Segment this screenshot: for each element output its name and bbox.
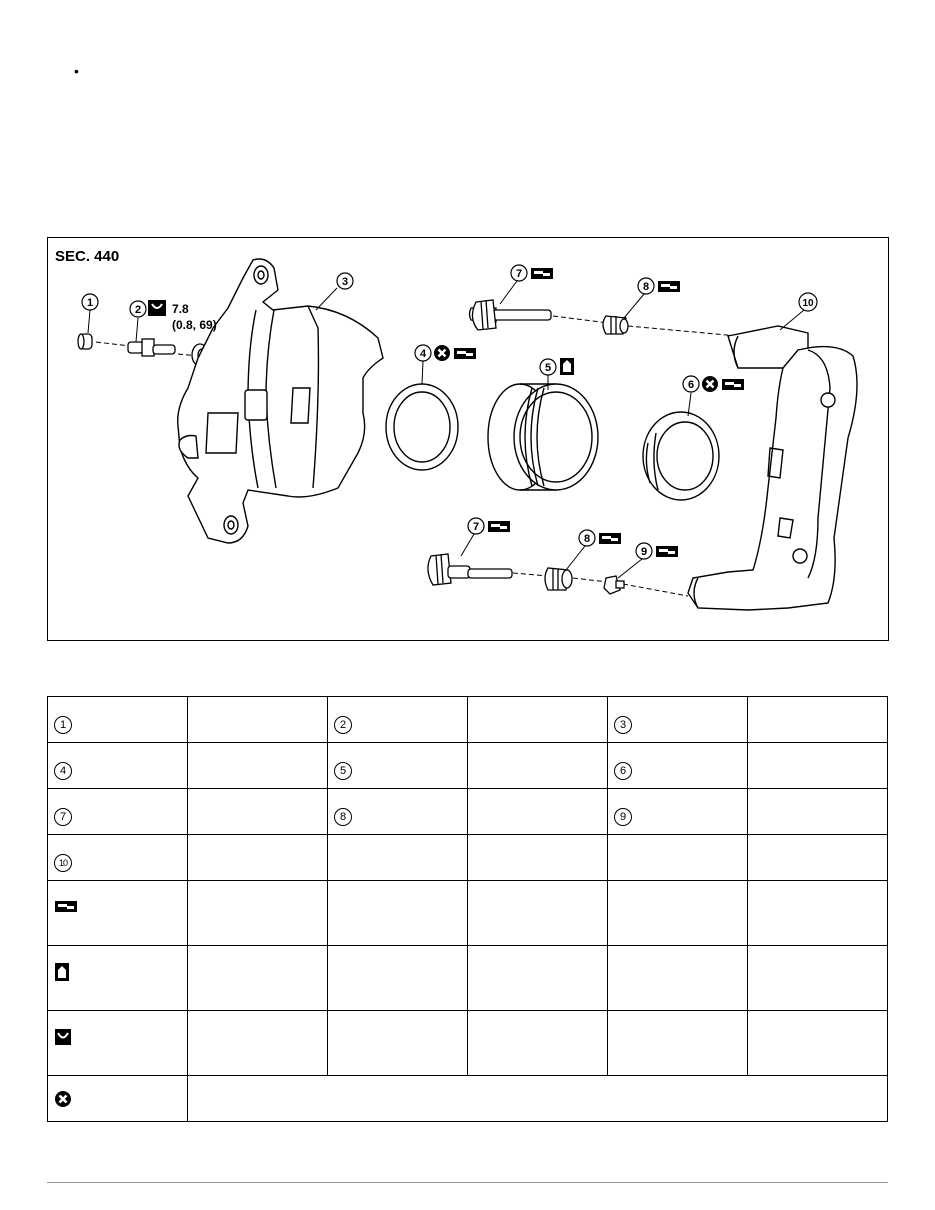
caliper-body (178, 259, 383, 543)
legend-cell (748, 881, 888, 946)
grease-icon (656, 546, 678, 557)
torque-icon (54, 1028, 72, 1046)
svg-text:4: 4 (419, 348, 427, 360)
legend-cell (188, 1011, 328, 1076)
svg-text:8: 8 (583, 533, 591, 545)
legend-row (48, 946, 888, 1011)
legend-cell: 6 (608, 743, 748, 789)
footer-divider (47, 1182, 888, 1183)
legend-cell (188, 946, 328, 1011)
callout-1 (82, 294, 98, 333)
sliding-pin-lower (428, 554, 512, 585)
legend-cell (748, 1011, 888, 1076)
legend-cell (328, 835, 468, 881)
svg-text:7: 7 (472, 521, 480, 533)
legend-cell (48, 881, 188, 946)
svg-text:5: 5 (544, 362, 552, 374)
grease-icon (54, 900, 80, 913)
legend-cell: 5 (328, 743, 468, 789)
legend-row (48, 881, 888, 946)
sliding-pin-upper (470, 300, 552, 330)
grease-icon (488, 521, 510, 532)
legend-row (48, 1076, 888, 1122)
legend-cell (608, 946, 748, 1011)
legend-cell: 10 (48, 835, 188, 881)
legend-cell (188, 789, 328, 835)
bolt (604, 576, 624, 594)
legend-cell (468, 835, 608, 881)
legend-cell (328, 1011, 468, 1076)
legend-cell (608, 881, 748, 946)
legend-row (48, 835, 888, 881)
legend-cell: 8 (328, 789, 468, 835)
legend-cell (468, 946, 608, 1011)
callout-3 (316, 273, 353, 310)
grease-icon (722, 379, 744, 390)
bullet: • (74, 63, 79, 79)
pin-boot-lower (545, 568, 572, 590)
legend-cell (468, 881, 608, 946)
legend-row (48, 743, 888, 789)
svg-text:2: 2 (134, 304, 142, 316)
do-not-reuse-icon (702, 376, 718, 392)
svg-text:3: 3 (341, 276, 349, 288)
legend-table (47, 696, 888, 1122)
piston-seal (386, 384, 458, 470)
callout-8-lower (566, 530, 621, 570)
grease-icon (599, 533, 621, 544)
legend-cell (748, 743, 888, 789)
callout-2 (130, 300, 217, 342)
piston-boot (643, 412, 719, 500)
legend-row (48, 789, 888, 835)
svg-text:6: 6 (687, 379, 695, 391)
do-not-reuse-icon (434, 345, 450, 361)
legend-cell (328, 881, 468, 946)
legend-cell: 2 (328, 697, 468, 743)
legend-cell (48, 1076, 188, 1122)
grease-icon (531, 268, 553, 279)
torque-value: 7.8 (172, 302, 189, 316)
legend-cell (188, 743, 328, 789)
legend-cell: 3 (608, 697, 748, 743)
legend-row (48, 1011, 888, 1076)
legend-cell (748, 697, 888, 743)
callout-7-lower (461, 518, 510, 556)
legend-cell (188, 697, 328, 743)
bleeder-valve (128, 339, 175, 356)
exploded-view-figure (47, 237, 889, 641)
svg-text:1: 1 (86, 297, 94, 309)
legend-cell (328, 946, 468, 1011)
legend-cell (748, 789, 888, 835)
bleeder-cap (78, 334, 92, 349)
svg-text:8: 8 (642, 281, 650, 293)
do-not-reuse-icon (54, 1090, 72, 1108)
legend-cell (608, 1011, 748, 1076)
torque-alt: (0.8, 69) (172, 318, 217, 332)
grease-icon (658, 281, 680, 292)
legend-cell: 1 (48, 697, 188, 743)
callout-6 (683, 376, 744, 416)
legend-cell (48, 946, 188, 1011)
section-label: SEC. 440 (55, 248, 120, 265)
legend-cell: 9 (608, 789, 748, 835)
callout-8-upper (624, 278, 680, 318)
legend-cell (188, 881, 328, 946)
legend-cell: 4 (48, 743, 188, 789)
legend-cell (468, 1011, 608, 1076)
legend-cell (608, 835, 748, 881)
callout-4 (415, 345, 476, 384)
caliper-illustration (48, 238, 890, 642)
callout-7-upper (500, 265, 553, 304)
legend-cell (48, 1011, 188, 1076)
legend-cell (468, 743, 608, 789)
legend-cell (748, 835, 888, 881)
callout-10 (780, 293, 817, 330)
callout-9 (618, 543, 678, 578)
pin-boot-upper (603, 316, 628, 334)
piston (488, 384, 598, 490)
legend-row (48, 697, 888, 743)
legend-cell (748, 946, 888, 1011)
brake-fluid-icon (54, 962, 70, 982)
grease-icon (454, 348, 476, 359)
legend-cell (468, 697, 608, 743)
svg-text:10: 10 (802, 298, 814, 309)
legend-cell (188, 835, 328, 881)
legend-cell (468, 789, 608, 835)
svg-text:7: 7 (515, 268, 523, 280)
legend-cell: 7 (48, 789, 188, 835)
svg-text:9: 9 (640, 546, 648, 558)
legend-cell-wide (188, 1076, 888, 1122)
